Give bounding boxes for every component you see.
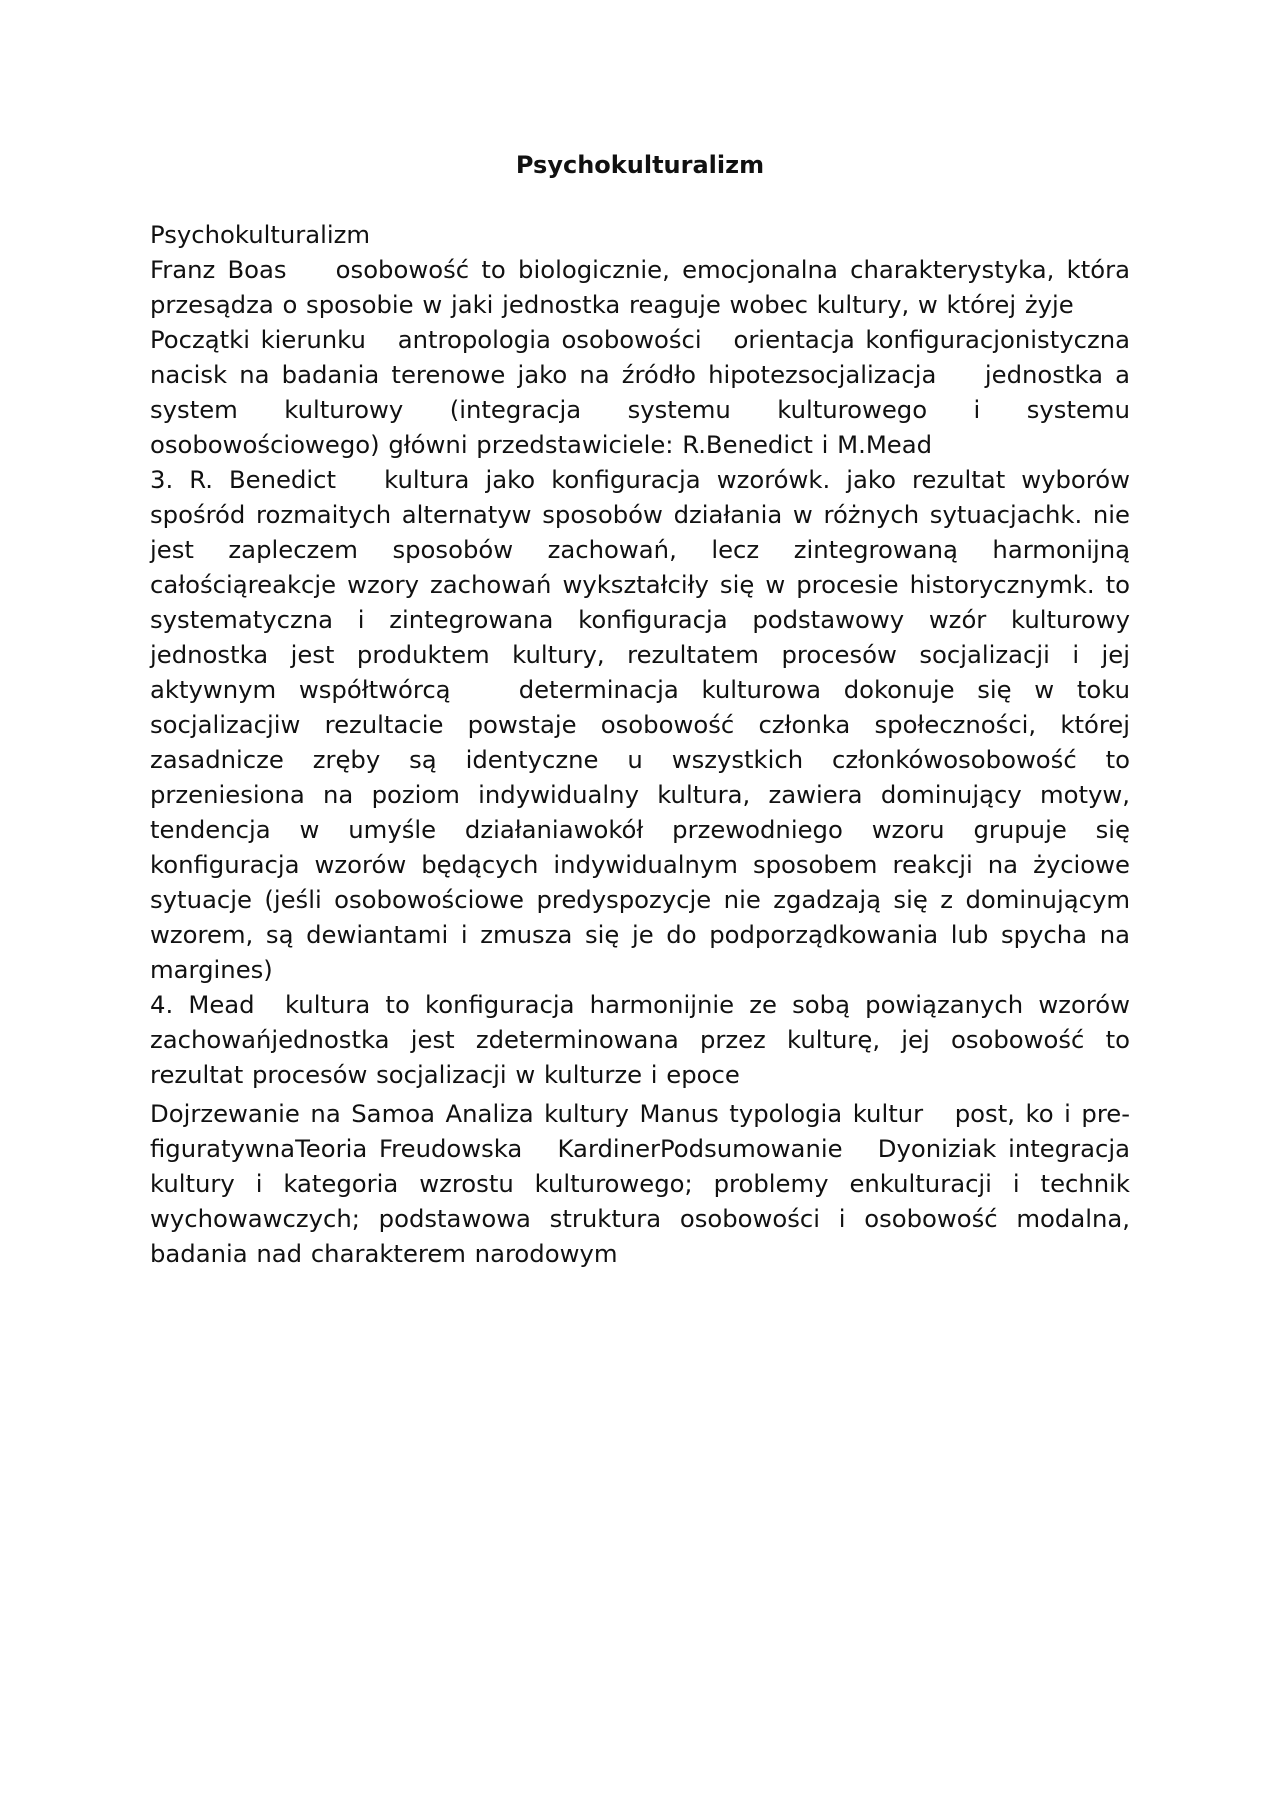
paragraph-benedict: 3. R. Benedict kultura jako konfiguracja wzorówk. jako rezultat wyborów spośród rozmaitych alternatyw sposobów działania w różnych sytuacjachk. nie jest zapleczem sposobów zachowań, lecz zintegrowaną harmonijną całościąreakcje wzory zachowań wykształciły się w procesie historycznymk. to systematyczna i zintegrowana konfiguracja podstawowy wzór kulturowy jednostka jest produktem kultury, rezultatem procesów socjalizacji i jej aktywnym współtwórcą determinacja kulturowa dokonuje się w toku socjalizacjiw rezultacie powstaje osobowość członka społeczności, której zasadnicze zręby są identyczne u wszystkich członkówosobowość to przeniesiona na poziom indywidualny kultura, zawiera dominujący motyw, tendencja w umyśle działaniawokół przewodniego wzoru grupuje się konfiguracja wzorów będących indywidualnym sposobem reakcji na życiowe sytuacje (jeśli osobowościowe predyspozycje nie zgadzają się z dominującym wzorem, są dewiantami i zmusza się je do podporządkowania lub spycha na margines) xyxy=(150,465,1139,984)
paragraph-heading: Psychokulturalizm xyxy=(150,220,371,249)
paragraph-samoa: Dojrzewanie na Samoa Analiza kultury Manus typologia kultur post, ko i pre-figuratywnaTeoria Freudowska KardinerPodsumowanie Dyoniziak integracja kultury i kategoria wzrostu kulturowego; problemy enkulturacji i technik wychowawczych; podstawowa struktura osobowości i osobowość modalna, badania nad charakterem narodowym xyxy=(150,1099,1139,1268)
document-page xyxy=(150,148,1139,1271)
document-body xyxy=(150,217,1139,1271)
paragraph-boas: Franz Boas osobowość to biologicznie, emocjonalna charakterystyka, która przesądza o sposobie w jaki jednostka reaguje wobec kultury, w której żyje xyxy=(150,255,1139,319)
paragraph-poczatki: Początki kierunku antropologia osobowości orientacja konfiguracjonistyczna nacisk na badania terenowe jako na źródło hipotezsocjalizacja jednostka a system kulturowy (integracja systemu kulturowego i systemu osobowościowego) główni przedstawiciele: R.Benedict i M.Mead xyxy=(150,325,1139,459)
paragraph-mead: 4. Mead kultura to konfiguracja harmonijnie ze sobą powiązanych wzorów zachowańjednostka jest zdeterminowana przez kulturę, jej osobowość to rezultat procesów socjalizacji w kulturze i epoce xyxy=(150,990,1139,1089)
document-title: Psychokulturalizm xyxy=(515,151,765,179)
